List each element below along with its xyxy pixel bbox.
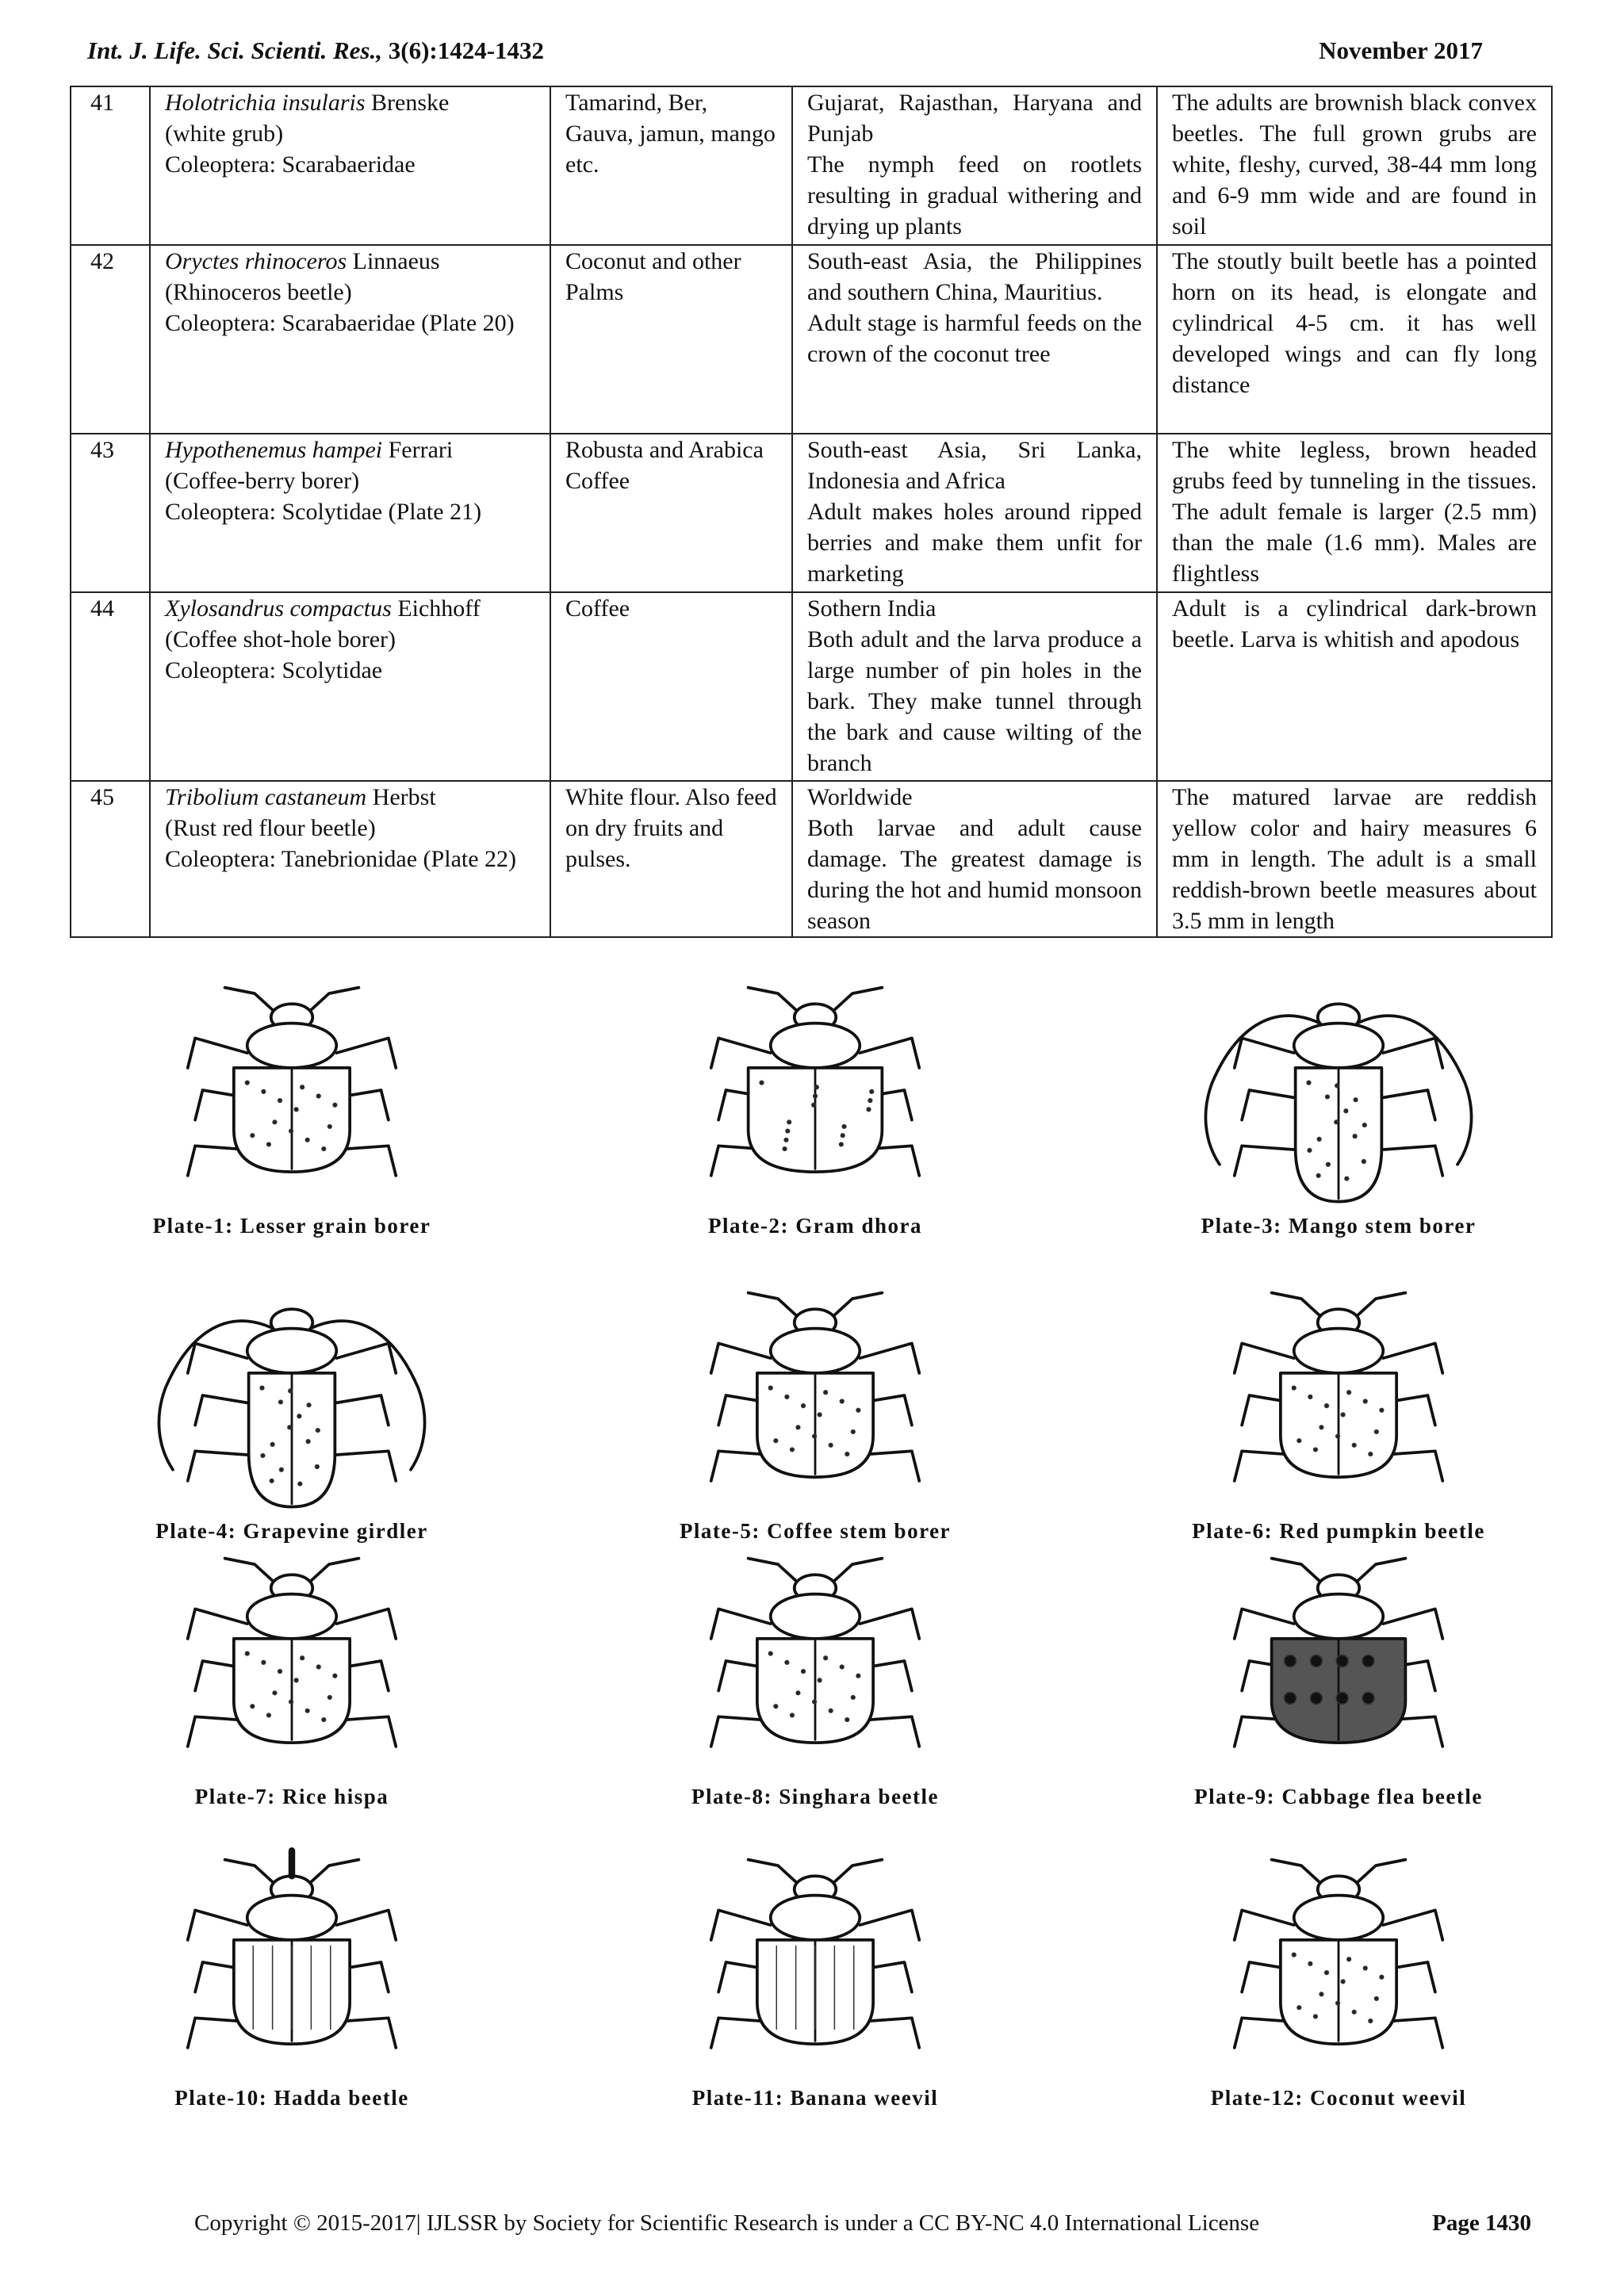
serial-cell bbox=[71, 781, 150, 937]
distribution-text: South-east Asia, the Philippines and southern China, Mauritius. bbox=[807, 248, 1142, 305]
scientific-name: Oryctes rhinoceros bbox=[165, 248, 347, 274]
common-name: (Coffee-berry borer) bbox=[165, 468, 360, 494]
plate-9-beetle-illustration bbox=[1172, 1542, 1505, 1780]
host-plants: Coconut and other Palms bbox=[565, 248, 741, 305]
identification-cell bbox=[1157, 781, 1552, 937]
common-name: (Coffee shot-hole borer) bbox=[165, 626, 396, 652]
common-name: (Rust red flour beetle) bbox=[165, 815, 376, 841]
plate-2-beetle-illustration bbox=[649, 971, 982, 1209]
plate-8-beetle-illustration bbox=[649, 1542, 982, 1780]
plate-figure bbox=[609, 1276, 1021, 1544]
author-name: Ferrari bbox=[388, 437, 454, 463]
plate-figure bbox=[86, 1542, 498, 1809]
identification-cell bbox=[1157, 434, 1552, 592]
distribution-text: Worldwide bbox=[807, 784, 913, 810]
serial-number: 41 bbox=[90, 90, 114, 116]
plate-caption: Plate-1: Lesser grain borer bbox=[152, 1214, 431, 1238]
plate-caption: Plate-11: Banana weevil bbox=[691, 2086, 939, 2110]
plate-figure bbox=[1132, 971, 1545, 1238]
scientific-name: Xylosandrus compactus bbox=[165, 595, 392, 622]
plate-caption: Plate-12: Coconut weevil bbox=[1210, 2086, 1467, 2110]
plate-5-borer-illustration bbox=[649, 1276, 982, 1514]
host-plants: Robusta and Arabica Coffee bbox=[565, 437, 764, 494]
common-name: (white grub) bbox=[165, 121, 284, 147]
plate-4-longhorn-beetle-illustration bbox=[125, 1276, 458, 1514]
identification-text: The white legless, brown headed grubs feed by tunneling in the tissues. The adult female is larger (2.5 mm) than the male (1.6 mm). Males are flightless bbox=[1172, 437, 1537, 587]
plate-grid bbox=[86, 971, 1545, 2164]
running-header bbox=[87, 36, 1483, 71]
serial-number: 43 bbox=[90, 437, 114, 463]
plate-figure bbox=[1132, 1843, 1545, 2110]
plate-11-weevil-illustration bbox=[649, 1843, 982, 2081]
plate-3-longhorn-beetle-illustration bbox=[1172, 971, 1505, 1209]
plate-figure bbox=[1132, 1276, 1545, 1544]
author-name: Brenske bbox=[371, 90, 450, 116]
scientific-name: Holotrichia insularis bbox=[165, 90, 366, 116]
scientific-name: Tribolium castaneum bbox=[165, 784, 367, 810]
plate-caption: Plate-4: Grapevine girdler bbox=[155, 1519, 428, 1543]
host-cell bbox=[550, 781, 792, 937]
plate-figure bbox=[1132, 1542, 1545, 1809]
distribution-damage-cell bbox=[792, 245, 1157, 434]
author-name: Linnaeus bbox=[352, 248, 440, 274]
plate-caption: Plate-8: Singhara beetle bbox=[691, 1785, 939, 1808]
host-cell bbox=[550, 245, 792, 434]
serial-cell bbox=[71, 434, 150, 592]
scientific-name: Hypothenemus hampei bbox=[165, 437, 383, 463]
host-plants: Tamarind, Ber, Gauva, jamun, mango etc. bbox=[565, 90, 776, 178]
plate-caption: Plate-3: Mango stem borer bbox=[1201, 1214, 1477, 1238]
pest-name-cell bbox=[150, 86, 550, 245]
order-family: Coleoptera: Scarabaeridae (Plate 20) bbox=[165, 310, 515, 336]
identification-cell bbox=[1157, 245, 1552, 434]
host-cell bbox=[550, 86, 792, 245]
distribution-damage-cell bbox=[792, 592, 1157, 781]
host-cell bbox=[550, 592, 792, 781]
distribution-damage-cell bbox=[792, 781, 1157, 937]
table-row bbox=[71, 434, 1552, 592]
plate-7-spiny-beetle-illustration bbox=[125, 1542, 458, 1780]
identification-text: The matured larvae are reddish yellow color and hairy measures 6 mm in length. The adult is a small reddish-brown beetle measures about 3.5 mm in length bbox=[1172, 784, 1537, 934]
serial-cell bbox=[71, 245, 150, 434]
order-family: Coleoptera: Scolytidae (Plate 21) bbox=[165, 499, 482, 525]
table-row bbox=[71, 86, 1552, 245]
plate-10-spotted-beetle-illustration bbox=[125, 1843, 458, 2081]
pest-table bbox=[70, 86, 1553, 938]
damage-text: Adult makes holes around ripped berries and make them unfit for marketing bbox=[807, 499, 1142, 587]
distribution-damage-cell bbox=[792, 86, 1157, 245]
plate-caption: Plate-10: Hadda beetle bbox=[174, 2086, 409, 2110]
serial-number: 45 bbox=[90, 784, 114, 810]
serial-cell bbox=[71, 86, 150, 245]
plate-caption: Plate-7: Rice hispa bbox=[194, 1785, 389, 1808]
plate-6-beetle-illustration bbox=[1172, 1276, 1505, 1514]
plate-1-beetle-illustration bbox=[125, 971, 458, 1209]
page-footer bbox=[194, 2210, 1542, 2242]
distribution-damage-cell bbox=[792, 434, 1157, 592]
identification-text: The adults are brownish black convex beetles. The full grown grubs are white, fleshy, curved, 38-44 mm long and 6-9 mm wide and are found in soil bbox=[1172, 90, 1537, 239]
plate-caption: Plate-2: Gram dhora bbox=[708, 1214, 922, 1238]
journal-name: Int. J. Life. Sci. Scienti. Res., bbox=[87, 36, 382, 64]
author-name: Herbst bbox=[372, 784, 436, 810]
plate-caption: Plate-9: Cabbage flea beetle bbox=[1194, 1785, 1483, 1808]
pest-name-cell bbox=[150, 245, 550, 434]
table-row bbox=[71, 245, 1552, 434]
copyright-notice: Copyright © 2015-2017| IJLSSR by Society for Scientific Research is under a CC BY-NC 4.0 International License bbox=[194, 2210, 1260, 2236]
plate-caption: Plate-6: Red pumpkin beetle bbox=[1192, 1519, 1485, 1543]
identification-text: Adult is a cylindrical dark-brown beetle. Larva is whitish and apodous bbox=[1172, 595, 1537, 652]
table-row bbox=[71, 592, 1552, 781]
pest-name-cell bbox=[150, 592, 550, 781]
plate-figure bbox=[86, 1276, 498, 1544]
damage-text: Both adult and the larva produce a large number of pin holes in the bark. They make tunnel through the bark and cause wilting of the branch bbox=[807, 626, 1142, 776]
distribution-text: Sothern India bbox=[807, 595, 936, 622]
author-name: Eichhoff bbox=[397, 595, 481, 622]
pest-name-cell bbox=[150, 434, 550, 592]
plate-figure bbox=[609, 1843, 1021, 2110]
pest-name-cell bbox=[150, 781, 550, 937]
plate-caption: Plate-5: Coffee stem borer bbox=[679, 1519, 952, 1543]
table-row bbox=[71, 781, 1552, 937]
journal-citation bbox=[87, 36, 544, 65]
serial-number: 42 bbox=[90, 248, 114, 274]
host-cell bbox=[550, 434, 792, 592]
plate-figure bbox=[86, 1843, 498, 2110]
volume-pages: 3(6):1424-1432 bbox=[388, 36, 545, 64]
damage-text: The nymph feed on rootlets resulting in gradual withering and drying up plants bbox=[807, 151, 1142, 239]
identification-cell bbox=[1157, 592, 1552, 781]
distribution-text: South-east Asia, Sri Lanka, Indonesia and Africa bbox=[807, 437, 1142, 494]
page-number: Page 1430 bbox=[1432, 2210, 1531, 2236]
plate-figure bbox=[609, 971, 1021, 1238]
host-plants: Coffee bbox=[565, 595, 630, 622]
serial-number: 44 bbox=[90, 595, 114, 622]
pest-table-body bbox=[71, 86, 1552, 937]
plate-figure bbox=[86, 971, 498, 1238]
identification-text: The stoutly built beetle has a pointed horn on its head, is elongate and cylindrical 4-5 cm. it has well developed wings and can fly long distance bbox=[1172, 248, 1537, 398]
serial-cell bbox=[71, 592, 150, 781]
identification-cell bbox=[1157, 86, 1552, 245]
damage-text: Both larvae and adult cause damage. The greatest damage is during the hot and humid monsoon season bbox=[807, 815, 1142, 934]
issue-date: November 2017 bbox=[1319, 36, 1483, 64]
order-family: Coleoptera: Tanebrionidae (Plate 22) bbox=[165, 846, 517, 872]
order-family: Coleoptera: Scolytidae bbox=[165, 657, 383, 683]
host-plants: White flour. Also feed on dry fruits and pulses. bbox=[565, 784, 777, 872]
plate-12-weevil-illustration bbox=[1172, 1843, 1505, 2081]
common-name: (Rhinoceros beetle) bbox=[165, 279, 352, 305]
plate-figure bbox=[609, 1542, 1021, 1809]
distribution-text: Gujarat, Rajasthan, Haryana and Punjab bbox=[807, 90, 1142, 147]
damage-text: Adult stage is harmful feeds on the crown of the coconut tree bbox=[807, 310, 1142, 367]
order-family: Coleoptera: Scarabaeridae bbox=[165, 151, 416, 178]
